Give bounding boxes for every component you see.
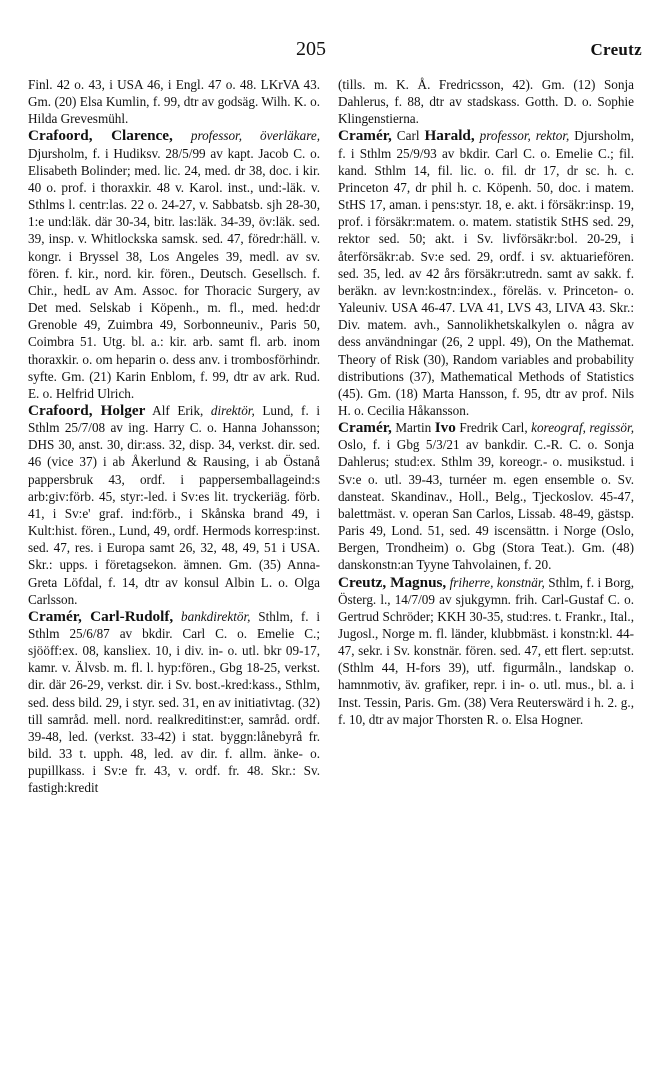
page-header — [0, 38, 656, 68]
entry-text: Djursholm, f. i Hudiksv. 28/5/99 av kapt. Jacob C. o. Elisabeth Bolinder; med. lic. 24, med. dr 38, doc. i kir. 40 o. prof. i thoraxkir. 48 v. Karol. inst., und:-läk. v. Sthlms l. centr:las. 22 o. 24-27, v. Sabbatsb. sjh 28-30, 1:e und:läk. där 30-34, bitr. las:läk. 34-39, öv:läk. sed. 39, insp. v. Whitlockska samsk. sed. 47, föredr:häll. v. kongr. i Bryssel 38, Los Angeles 39, medl. av sv. fören. f. kir., nord. kir. fören., Deutsch. Gesellsch. f. Chir., hedL av Am. Assoc. for Thoracic Surgery, av Det med. Selskab i Köpenh., m. fl., med. hed:dr Grenoble 49, Zuimbra 49, Sorbonneuniv., Paris 50, Coimbra 51. Utg. bl. a.: kir. arb. samt fl. arb. inom thoraxkir. o. om heparin o. dess anv. i trombosförhindr. syfte. Gm. (21) Karin Enblom, f. 99, dtr av ark. Rud. E. o. Helfrid Ulrich. — [28, 145, 320, 401]
entry-name: Cramér, Carl-Rudolf, — [28, 607, 174, 625]
entry-name: Cramér, — [338, 419, 392, 437]
entry-crafoord-clarence — [28, 127, 320, 402]
entry-title: direktör, — [210, 402, 255, 418]
right-column — [338, 76, 634, 728]
entry-cramer-ivo — [338, 419, 634, 573]
entry-name-suffix: Carl — [396, 128, 420, 144]
entry-name: Crafoord, Holger — [28, 401, 146, 419]
page-number: 205 — [296, 38, 326, 60]
entry-cramer-harald — [338, 127, 634, 419]
entry-text: Oslo, f. i Gbg 5/3/21 av bankdir. C.-R. C. o. Sonja Dahlerus; stud:ex. Sthlm 39, koreogr.- o. musikstud. i Sv:e o. utl. 39-43, turnéer m. egen ensemble o. Sv. dansteat. Skandinav., Holl., Belg., Tjeckoslov. 45-47, balettmäst. v. operan San Carlos, Lissab. 48-49, gästsp. Paris 49, Lond. 51, sed. 49 iscensättn. i Norge (Oslo, Bergen, Trondheim) o. Gbg (Stora Teat.). Gm. (48) danskonstn:an Tyyne Tahvolainen, f. 20. — [338, 437, 634, 573]
entry-name-given: Ivo — [434, 419, 456, 437]
entry-creutz-magnus — [338, 574, 634, 728]
entry-title: professor, överläkare, — [190, 128, 320, 144]
entry-text: Lund, f. i Sthlm 25/7/08 av ing. Harry C. o. Hanna Johansson; DHS 30, anst. 30, dir:ass. 32, disp. 34, verkst. dir. sed. 46 (vice 37) i ab Åkerlund & Rausing, i ab Östanå pappersbruk 43, ordf. i pappersemballageind:s arb:giv:förb. 45, styr:-led. i Sv:es lit. tryckeriäg. förb. 41, i Sv:e' graf. ind:förb., i Skånska brand 49, i Kult:hist. fören., Lund, 49, ordf. Hermods korresp:inst. sed. 47, res. i Europa samt 26, 32, 48, 49, 51 i USA. Skr.: upps. i företagsekon. ämnen. Gm. (35) Anna-Greta Löfdal, f. 14, dtr av konsul Albin L. o. Olga Carlsson. — [28, 402, 320, 607]
entry-title: professor, rektor, — [479, 128, 570, 144]
entry-text: Sthlm, f. i Borg, Österg. l., 14/7/09 av sjukgymn. frih. Carl-Gustaf C. o. Gertrud Schröder; KKH 30-35, stud:res. t. Frankr., Ital., Jugosl., Norge m. fl. länder, klubbmäst. i konstn:kl. 44-47, sekr. i Sv. konstnär. fören. sed. 47, ett flert. sep:utst. (Sthlm 44, H-fors 39), utf. figurmåln., landskap o. hamnmotiv, äv. grafiker, repr. i in- o. utl. mus., bl. a. i Inst. Tessin, Paris. Gm. (38) Vera Reuterswärd i h. 2. g., f. 10, dtr av major Thorsten R. o. Elsa Hogner. — [338, 574, 634, 727]
entry-cramer-carl-rudolf — [28, 608, 320, 797]
left-column — [28, 76, 320, 797]
entry-crafoord-holger — [28, 402, 320, 608]
entry-name-given: Harald, — [424, 127, 475, 145]
entry-title: friherre, konstnär, — [449, 574, 545, 590]
entry-continuation — [338, 76, 634, 127]
entry-name: Creutz, Magnus, — [338, 573, 447, 591]
entry-name-suffix: Martin — [395, 420, 432, 436]
entry-name: Crafoord, Clarence, — [28, 127, 173, 145]
entry-text: Djursholm, f. i Sthlm 25/9/93 av bkdir. Carl C. o. Emelie C.; fil. kand. Sthlm 14, fil. lic. o. fil. dr 17, dr sc. h. c. Princeton 47, dr phil h. c. Köpenh. 50, doc. i matem. StHS 17, aman. i pens:styr. 18, e. akt. i försäkr:insp. 19, prof. i försäkr:matem. o. matem. statistik StHS sed. 29, rektor sed. 50; akt. i Sv. livförsäkr:bol. 20-29, i återförsäkr:ab. Sv:e sed. 29, ordf. i sv. aktuariefören. sed. 35, led. av 42 års försäkr:utredn. samt av sakk. f. beräkn. av levn:kostn:index., föreläs. v. Princeton- o. Yaleuniv. USA 46-47. LVA 41, LVS 43, LIVA 43. Skr.: Div. matem. avh., Sannolikhetskalkylen o. några av dess användningar (26, 2 uppl. 49), On the Mathemat. Theory of Risk (30), Random variables and probability distributions (37), Mathematical Methods of Statistics (45). Gm. (18) Marta Hansson, f. 95, dtr av prof. Nils H. o. Cecilia Håkansson. — [338, 128, 635, 418]
entry-continuation — [28, 76, 320, 127]
entry-name: Cramér, — [338, 127, 392, 145]
entry-text: (tills. m. K. Å. Fredricsson, 42). Gm. (12) Sonja Dahlerus, f. 88, dtr av stadskass. Gotth. D. o. Sophie Klingenstierna. — [338, 77, 634, 127]
entry-title: koreograf, regissör, — [531, 420, 634, 436]
entry-name-suffix: Fredrik Carl, — [459, 420, 528, 436]
running-head: Creutz — [590, 40, 642, 59]
entry-name-suffix: Alf Erik, — [152, 402, 204, 418]
entry-text: Sthlm, f. i Sthlm 25/6/87 av bkdir. Carl C. o. Emelie C.; sjööff:ex. 08, kansliex. 10, i div. in- o. utl. bkr 09-17, kamr. v. Älvsb. m. fl. l. hyp:fören., Gbg 18-25, verkst. dir. där 26-29, verkst. dir. i Sv. bost.-kred:kass., Sthlm, sed. dess bild. 29, i styr. sed. 31, en av initiativtag. (32) till samråd. mell. nord. realkreditinst:er, samråd. ordf. 39-48, led. (verkst. 33-42) i stat. byggn:lånebyrå fr. bild. 33 t. upph. 48, led. av dir. f. allm. änke- o. pupillkass. i Sv:e fr. 43, v. ordf. fr. 48. Skr.: Sv. fastigh:kredit — [28, 608, 320, 796]
entry-text: Finl. 42 o. 43, i USA 46, i Engl. 47 o. 48. LKrVA 43. Gm. (20) Elsa Kumlin, f. 99, dtr av godsäg. Wilh. K. o. Hilda Grevesmühl. — [28, 77, 320, 127]
entry-title: bankdirektör, — [181, 608, 251, 624]
